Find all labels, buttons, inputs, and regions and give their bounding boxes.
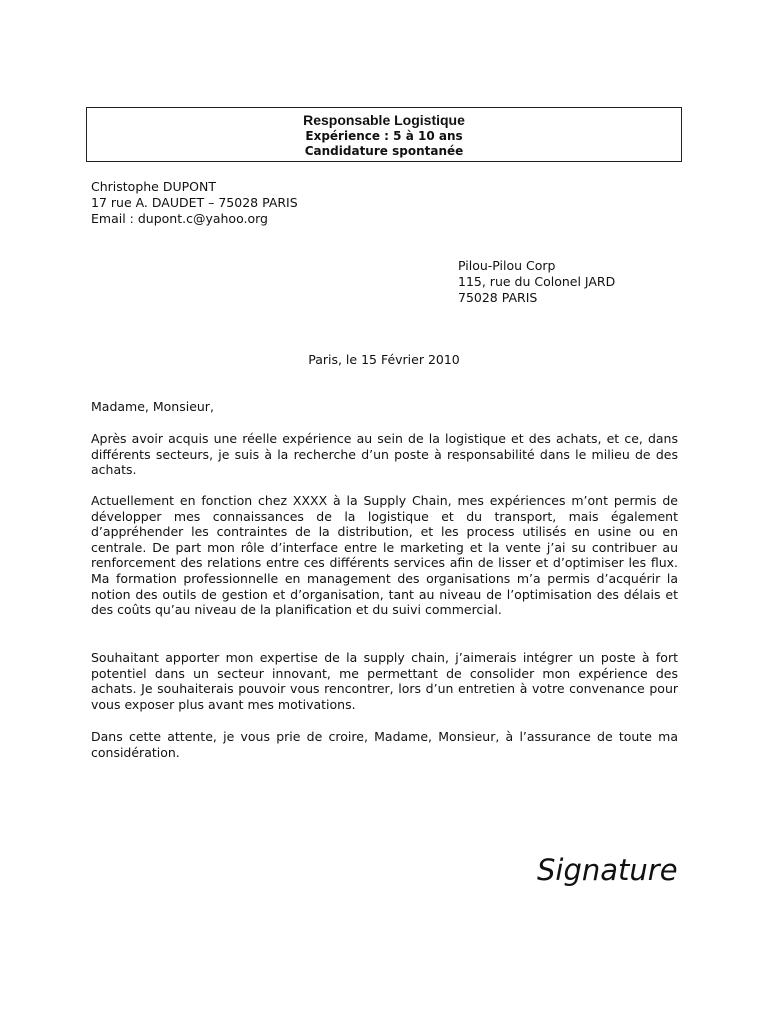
recipient-block [458,258,615,306]
sender-name: Christophe DUPONT [91,179,216,194]
application-type: Candidature spontanée [304,144,464,158]
signature: Signature [537,853,678,887]
paragraph-intro: Après avoir acquis une réelle expérience au sein de la logistique et des achats, et ce, dans différents secteurs, je suis à la recherche d’un poste à responsabilité dans le milieu de des achats. [91,431,678,478]
recipient-company: Pilou-Pilou Corp [458,258,556,273]
sender-email: Email : dupont.c@yahoo.org [91,211,268,226]
experience-requirement: Expérience : 5 à 10 ans [305,129,463,143]
paragraph-closing: Dans cette attente, je vous prie de croire, Madame, Monsieur, à l’assurance de toute ma considération. [91,729,678,760]
sender-address: 17 rue A. DAUDET – 75028 PARIS [91,195,298,210]
paragraph-motivation: Souhaitant apporter mon expertise de la supply chain, j’aimerais intégrer un poste à fort potentiel dans un secteur innovant, me permettant de consolider mon expérience des achats. Je souhaiterais pouvoir vous rencontrer, lors d’un entretien à votre convenance pour vous exposer plus avant mes motivations. [91,650,678,712]
recipient-city: 75028 PARIS [458,290,538,305]
job-title: Responsable Logistique [303,112,465,128]
paragraph-experience: Actuellement en fonction chez XXXX à la Supply Chain, mes expériences m’ont permis de développer mes connaissances de la logistique et du transport, mais également d’appréhender les contraintes de la distribution, et les process utilisés en usine ou en centrale. De part mon rôle d’interface entre le marketing et la vente j’ai su contribuer au renforcement des relations entre ces différents services afin de lisser et d’optimiser les flux. Ma formation professionnelle en management des organisations m’a permis d’acquérir la notion des outils de gestion et d’organisation, tant au niveau de l’optimisation des délais et des coûts qu’au niveau de la planification et du suivi commercial. [91,493,678,618]
sender-block [91,179,298,227]
recipient-street: 115, rue du Colonel JARD [458,274,616,289]
greeting: Madame, Monsieur, [91,399,214,414]
letter-date: Paris, le 15 Février 2010 [308,352,460,367]
job-title-box [86,107,682,162]
